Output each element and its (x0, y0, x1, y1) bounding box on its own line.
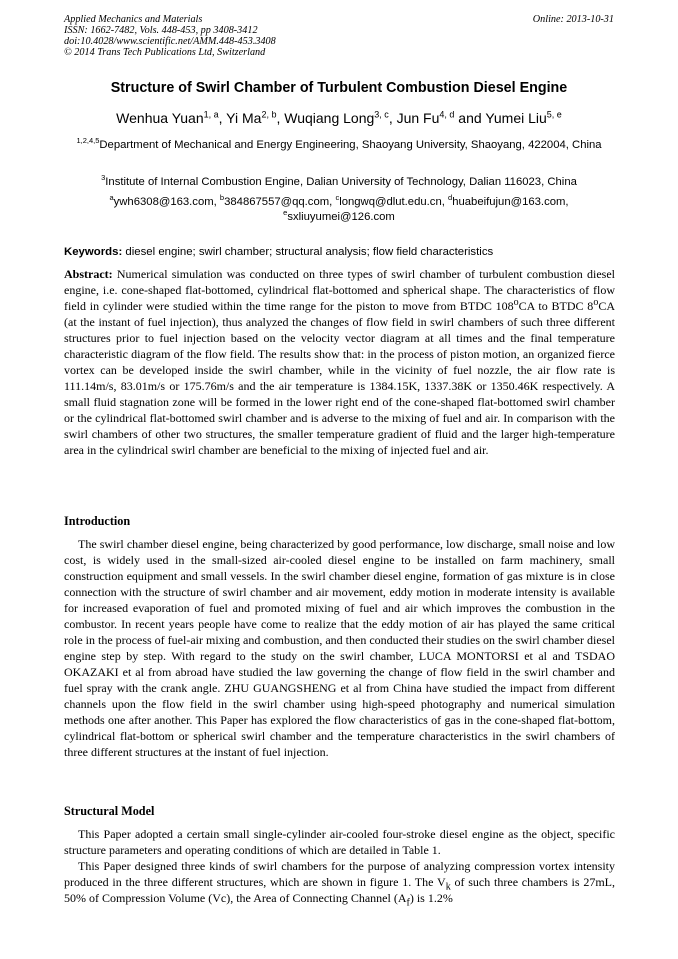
section-heading-structural-model: Structural Model (64, 804, 155, 818)
author-name: Yumei Liu (485, 110, 547, 126)
keywords-text: diesel engine; swirl chamber; structural analysis; flow field characteristics (122, 246, 494, 258)
abstract: Abstract: Numerical simulation was conducted on three types of swirl chamber of turbulent combustion diesel engine, i.e. cone-shaped flat-bottomed, cylindrical flat-bottomed and spherical shape. The characteristics of flow field in cylinder were studied within the time range for the piston to move from BTDC 108$^o$CA to BTDC 8$^o$CA (at the instant of fuel injection), thus analyzed the changes of flow field in swirl chambers of such three different structures prior to fuel injection based on the velocity vector diagram at all times and the final temperature characteristic diagram of the flow field. The results show that: in the process of piston motion, an organized fierce vortex can be developed inside the swirl chamber, while in the vicinity of fuel nozzle, the air flow rate is 111.14m/s, 83.01m/s or 175.76m/s and the air temperature is 1384.15K, 1337.38K or 1350.46K respectively. A small fluid stagnation zone will be formed in the lower right end of the cone-shaped flat-bottomed swirl chamber or the cylindrical flat-bottomed swirl chamber and is adverse to the mixing of fuel and air. In comparison with the swirl chambers of other two structures, the smaller temperature gradient of fluid and the larger high-temperature area in the cylindrical swirl chamber are beneficial to the mixing of injected fuel and air. (64, 267, 615, 457)
email-list: $^a$ywh6308@163.com, $^b$384867557@qq.com, $^c$longwq@dlut.edu.cn, $^d$huabeifujun@163.com, $^e$sxliuyumei@126.com (109, 193, 569, 223)
author-name: Yi Ma (226, 110, 262, 126)
running-header (64, 14, 614, 58)
issn: ISSN: 1662-7482, Vols. 448-453, pp 3408-3412 (64, 25, 258, 36)
author-name: Wenhua Yuan (116, 110, 204, 126)
structural-model-paragraph-2: This Paper designed three kinds of swirl chambers for the purpose of analyzing compression vortex intensity produced in the three different structures, which are shown in figure 1. The $V_k$ of such three chambers is 27mL, 50% of Compression Volume (Vc), the Area of Connecting Channel $(A_f)$ is 1.2% (64, 859, 616, 909)
affiliation-2: $^3$Institute of Internal Combustion Engine, Dalian University of Technology, Dalian 116023, China (101, 173, 577, 188)
keywords-label: Keywords: (64, 246, 123, 258)
email: sxliuyumei@126.com (287, 211, 395, 223)
email: longwq@dlut.edu.cn, (339, 196, 449, 208)
copyright: © 2014 Trans Tech Publications Ltd, Switzerland (64, 47, 266, 58)
affiliation-1: $^{1,2,4,5}$Department of Mechanical and Energy Engineering, Shaoyang University, Shaoyang, 422004, China (76, 136, 602, 151)
structural-model-paragraph-1: This Paper adopted a certain small single-cylinder air-cooled four-stroke diesel engine as the object, specific structure parameters and operating conditions of which are detailed in Table 1. (64, 827, 615, 857)
abstract-label: Abstract: (64, 267, 113, 281)
author-sup: 3, c (374, 109, 389, 120)
email: ywh6308@163.com, (113, 196, 220, 208)
doi: doi:10.4028/www.scientific.net/AMM.448-453.3408 (64, 36, 276, 47)
paper-title: Structure of Swirl Chamber of Turbulent Combustion Diesel Engine (110, 80, 568, 96)
journal-name: Applied Mechanics and Materials (64, 14, 203, 25)
author-sup: 2, b (261, 109, 277, 120)
author-sup: 4, d (439, 109, 455, 120)
structural-model-section (64, 826, 616, 909)
author-sup: 1, a (203, 109, 219, 120)
email: 384867557@qq.com, (224, 196, 336, 208)
email: huabeifujun@163.com, (452, 196, 569, 208)
author-list: Wenhua Yuan$^{1, a}$, Yi Ma$^{2, b}$, Wuqiang Long$^{3, c}$, Jun Fu$^{4, d}$ and Yumei Liu$^{5, e}$ (116, 109, 562, 126)
author-sup: 5, e (546, 109, 562, 120)
keywords (64, 246, 618, 258)
author-name: Jun Fu (396, 110, 440, 126)
author-name: Wuqiang Long (284, 110, 375, 126)
section-heading-introduction: Introduction (64, 514, 131, 528)
introduction-paragraph: The swirl chamber diesel engine, being characterized by good performance, low discharge, small noise and low cost, is widely used in the small-sized air-cooled diesel engine to be installed on farm machinery, small construction equipment and small vessels. In the swirl chamber diesel engine, formation of gas mixture is in close connection with the structure of swirl chamber and air movement, eddy motion in moderate intensity is available for increased evaporation of fuel and promoted mixing of fuel and air which improves the combustion in the combustor. In recent years people have come to realize that the eddy motion of air has played the same critical role in the process of fuel-air mixing and combustion, and then conducted their studies on the swirl chamber diesel engine step by step. With regard to the study on the swirl chamber, LUCA MONTORSI et al and TSDAO OKAZAKI et al from abroad have studied the law governing the change of flow field in the swirl chamber and fuel spray with the crank angle. ZHU GUANGSHENG et al from China have studied the impact from different channels upon the flow field in the swirl chamber using high-speed photography and numerical simulation methods one after another. This Paper has explored the flow characteristics of gas in the cone-shaped flat-bottom, cylindrical flat-bottom or spherical swirl chamber and the temperature characteristics in the swirl chambers of three different structures at the instant of fuel injection. (64, 537, 615, 759)
online-date: Online: 2013-10-31 (532, 14, 614, 25)
